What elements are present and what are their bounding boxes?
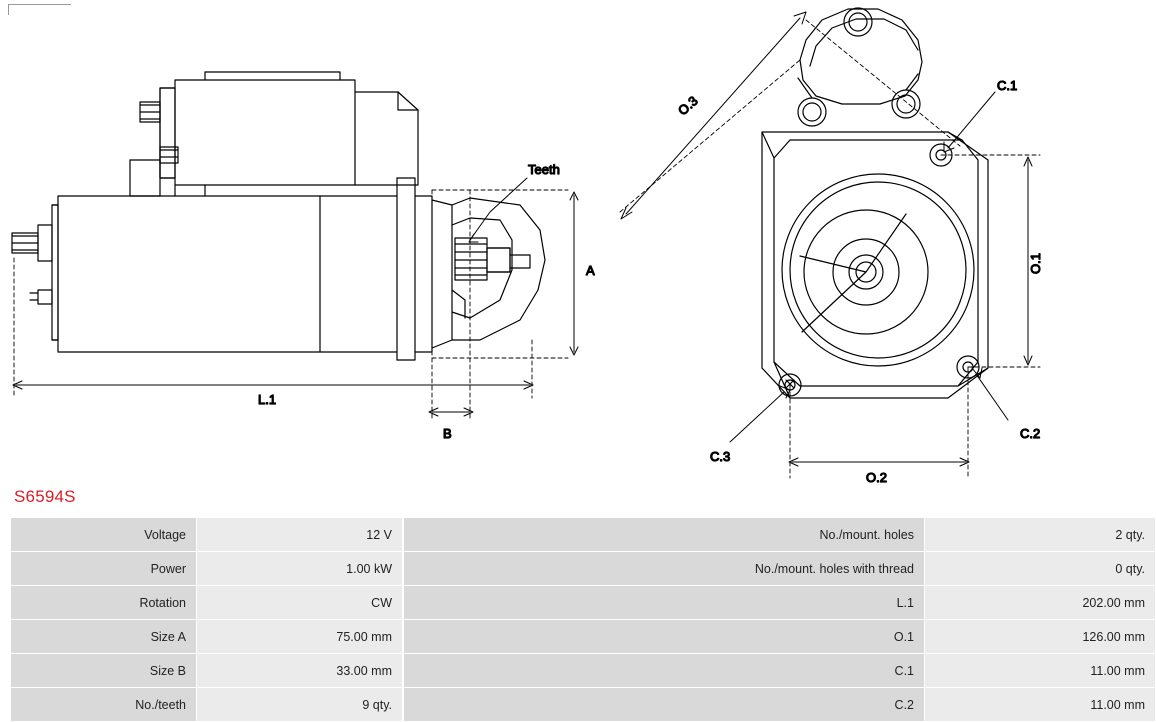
table-row	[11, 620, 403, 654]
side-view-body	[12, 72, 545, 360]
spec-value: 2 qty.	[925, 518, 1156, 552]
spec-label: C.1	[404, 654, 925, 688]
spec-label: No./mount. holes with thread	[404, 552, 925, 586]
table-row	[404, 518, 1156, 552]
teeth-leader-line	[469, 178, 527, 242]
table-row	[11, 688, 403, 722]
spec-label: Size A	[11, 620, 197, 654]
label-teeth: Teeth	[528, 162, 560, 177]
label-c1: C.1	[997, 78, 1018, 93]
spec-value: CW	[197, 586, 403, 620]
spec-value: 126.00 mm	[925, 620, 1156, 654]
spec-value: 75.00 mm	[197, 620, 403, 654]
spec-table-left	[10, 517, 403, 722]
front-view-extension-lines	[620, 20, 1040, 478]
spec-label: Size B	[11, 654, 197, 688]
spec-label: Power	[11, 552, 197, 586]
table-row	[404, 552, 1156, 586]
label-c2: C.2	[1020, 426, 1041, 441]
spec-value: 202.00 mm	[925, 586, 1156, 620]
spec-label: Voltage	[11, 518, 197, 552]
label-o3: O.3	[674, 93, 701, 119]
table-row	[404, 586, 1156, 620]
spec-label: O.1	[404, 620, 925, 654]
spec-value: 9 qty.	[197, 688, 403, 722]
label-o1: O.1	[1028, 253, 1043, 274]
part-number: S6594S	[14, 487, 76, 506]
spec-value: 0 qty.	[925, 552, 1156, 586]
spec-value: 12 V	[197, 518, 403, 552]
spec-label: No./mount. holes	[404, 518, 925, 552]
spec-table-right	[403, 517, 1156, 722]
spec-label: C.2	[404, 688, 925, 722]
label-o2: O.2	[866, 470, 887, 485]
spec-value: 1.00 kW	[197, 552, 403, 586]
spec-label: L.1	[404, 586, 925, 620]
table-row	[404, 620, 1156, 654]
spec-label: Rotation	[11, 586, 197, 620]
specification-tables	[10, 517, 1145, 722]
table-row	[404, 654, 1156, 688]
label-a: A	[586, 263, 595, 278]
table-row	[11, 552, 403, 586]
label-l1: L.1	[258, 392, 277, 407]
table-row	[11, 654, 403, 688]
front-view-body	[762, 8, 988, 398]
label-c3: C.3	[710, 449, 731, 464]
spec-value: 11.00 mm	[925, 688, 1156, 722]
table-row	[404, 688, 1156, 722]
table-row	[11, 586, 403, 620]
label-b: B	[443, 426, 452, 441]
spec-value: 11.00 mm	[925, 654, 1156, 688]
spec-label: No./teeth	[11, 688, 197, 722]
table-row	[11, 518, 403, 552]
spec-value: 33.00 mm	[197, 654, 403, 688]
